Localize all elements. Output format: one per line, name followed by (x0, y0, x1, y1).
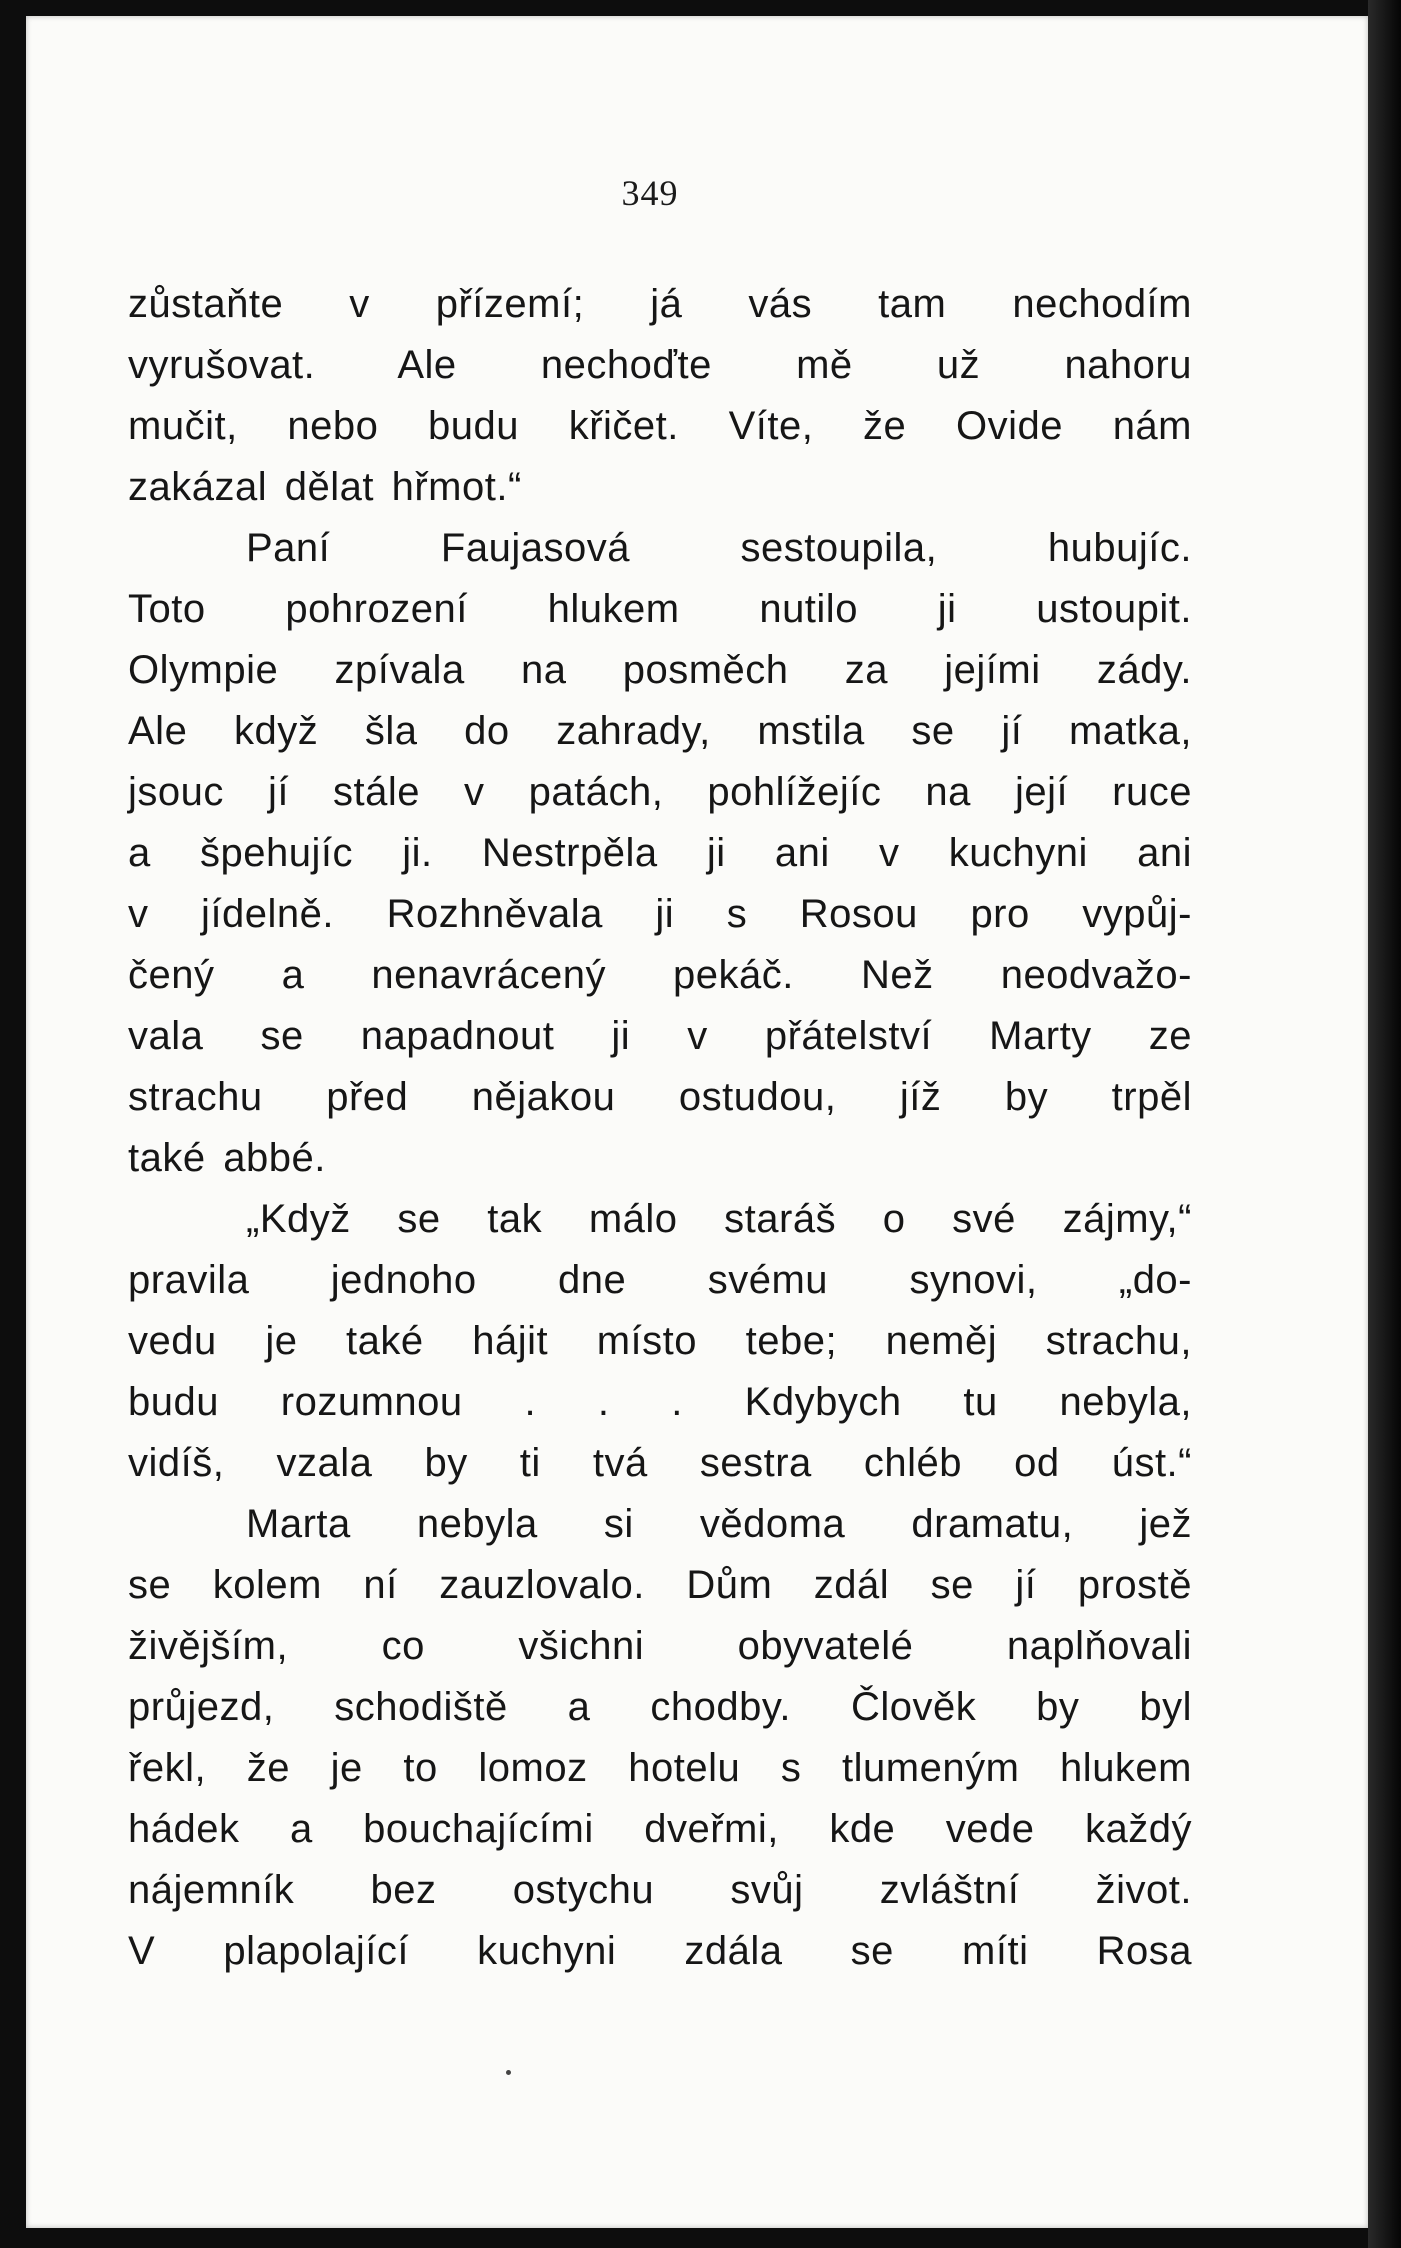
body-text (128, 274, 1192, 1982)
text-line: živějším, co všichni obyvatelé naplňovali (128, 1624, 1192, 1668)
page-number: 349 (621, 173, 679, 213)
text-line: v jídelně. Rozhněvala ji s Rosou pro vypůj- (128, 892, 1192, 936)
text-line: vedu je také hájit místo tebe; neměj strachu, (128, 1319, 1192, 1363)
text-line: vala se napadnout ji v přátelství Marty ze (128, 1014, 1192, 1058)
text-line: čený a nenavrácený pekáč. Než neodvažo- (128, 953, 1192, 997)
paper-speck (506, 2070, 511, 2075)
text-line: pravila jednoho dne svému synovi, „do- (128, 1258, 1192, 1302)
text-line: „Když se tak málo staráš o své zájmy,“ (246, 1197, 1192, 1241)
text-line: V plapolající kuchyni zdála se míti Rosa (128, 1929, 1192, 1973)
text-line: vyrušovat. Ale nechoďte mě už nahoru (128, 343, 1192, 387)
text-line: zůstaňte v přízemí; já vás tam nechodím (128, 282, 1192, 326)
text-line: hádek a bouchajícími dveřmi, kde vede každý (128, 1807, 1192, 1851)
text-line: mučit, nebo budu křičet. Víte, že Ovide nám (128, 404, 1192, 448)
page-edge-shadow (1368, 0, 1401, 2248)
text-line: Olympie zpívala na posměch za jejími zády. (128, 648, 1192, 692)
text-line: Toto pohrození hlukem nutilo ji ustoupit. (128, 587, 1192, 631)
text-line: vidíš, vzala by ti tvá sestra chléb od úst.“ (128, 1441, 1192, 1485)
text-line: se kolem ní zauzlovalo. Dům zdál se jí prostě (128, 1563, 1192, 1607)
text-line: strachu před nějakou ostudou, jíž by trpěl (128, 1075, 1192, 1119)
text-line: Marta nebyla si vědoma dramatu, jež (246, 1502, 1192, 1546)
text-line: jsouc jí stále v patách, pohlížejíc na její ruce (128, 770, 1192, 814)
text-line: Paní Faujasová sestoupila, hubujíc. (246, 526, 1192, 570)
text-line: nájemník bez ostychu svůj zvláštní život. (128, 1868, 1192, 1912)
text-line: a špehujíc ji. Nestrpěla ji ani v kuchyni ani (128, 831, 1192, 875)
text-line: průjezd, schodiště a chodby. Člověk by byl (128, 1685, 1192, 1729)
text-line: řekl, že je to lomoz hotelu s tlumeným hlukem (128, 1746, 1192, 1790)
text-line: budu rozumnou . . . Kdybych tu nebyla, (128, 1380, 1192, 1424)
text-line: zakázal dělat hřmot.“ (128, 465, 522, 509)
text-line: také abbé. (128, 1136, 326, 1180)
text-line: Ale když šla do zahrady, mstila se jí matka, (128, 709, 1192, 753)
